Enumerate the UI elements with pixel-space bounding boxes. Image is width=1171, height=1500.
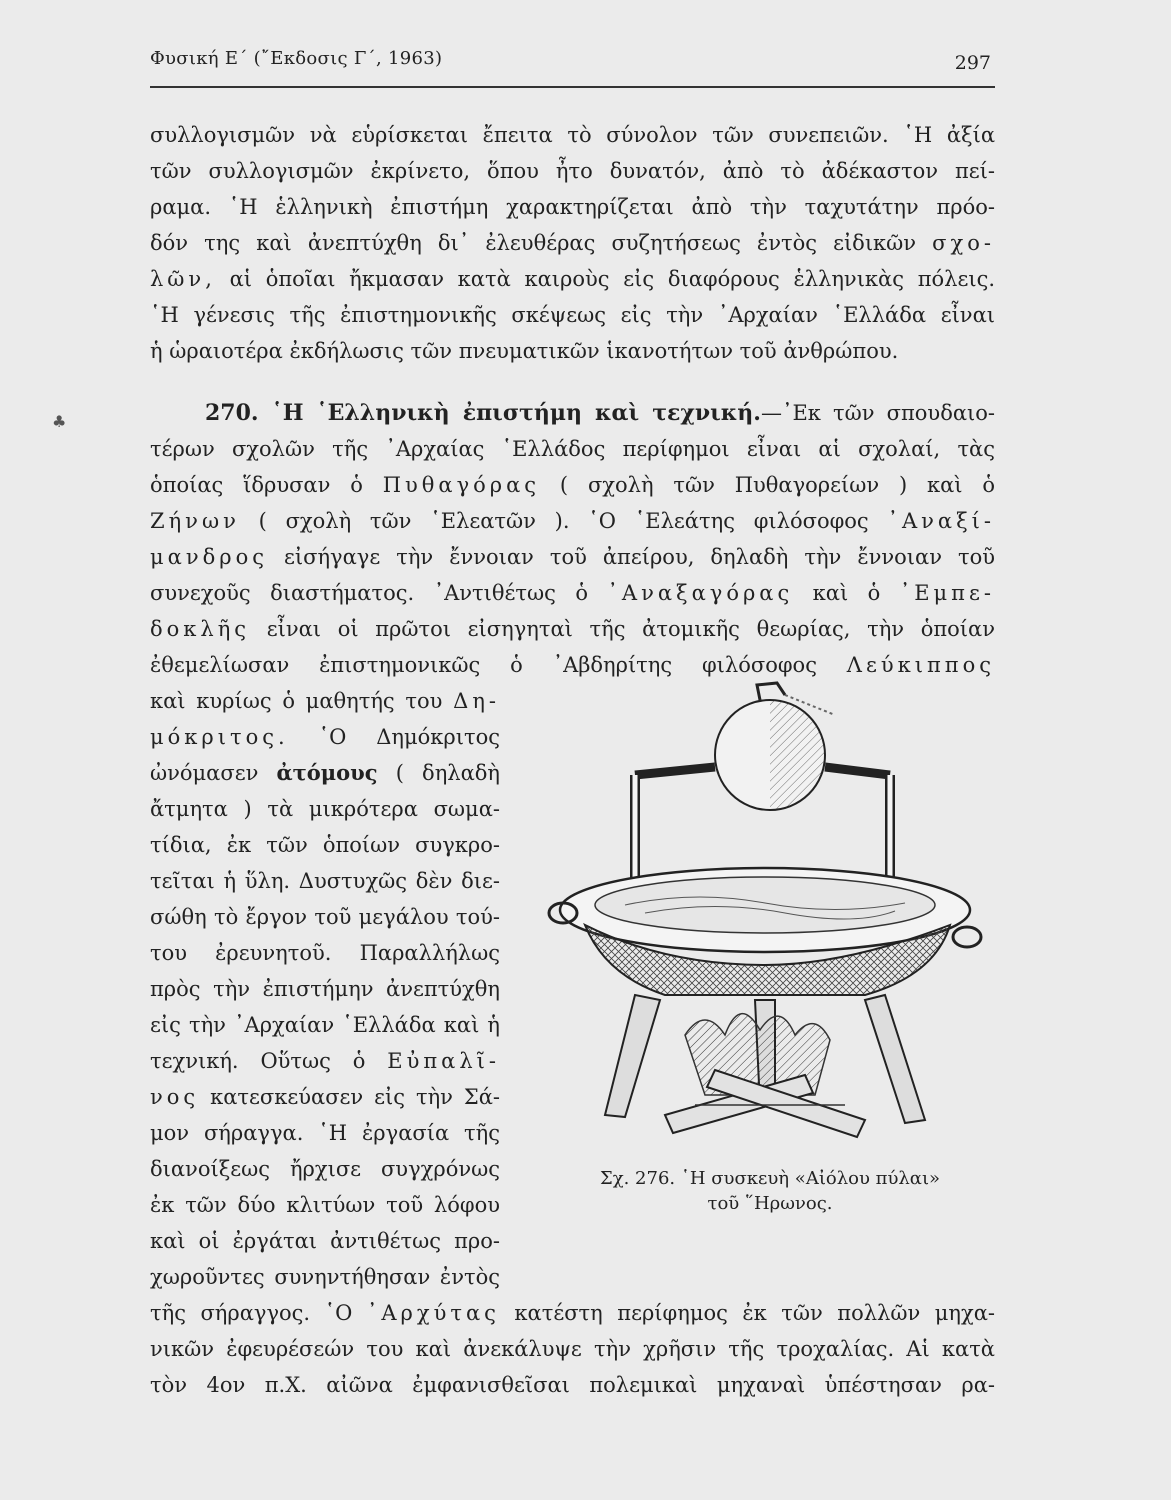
margin-mark: ♣ <box>52 412 67 431</box>
text-line: τὸν 4ον π.Χ. αἰῶνα ἐμφανισθεῖσαι πολεμικαὶ μηχαναὶ ὑπέστησαν ρα- <box>150 1373 995 1397</box>
aeolipile-illustration <box>545 675 985 1170</box>
page-number: 297 <box>954 52 991 74</box>
text-line: ἄτμητα ) τὰ μικρότερα σωμα- <box>150 797 500 821</box>
text-span: τεχνική. Οὕτως ὁ <box>150 1049 366 1073</box>
spaced-name: Ζήνων <box>150 509 240 533</box>
text-line: καὶ οἱ ἐργάται ἀντιθέτως προ- <box>150 1229 500 1253</box>
text-span: κατέστη περίφημος ἐκ τῶν πολλῶν μηχα- <box>514 1301 995 1325</box>
aeolipile-figure <box>545 675 985 1170</box>
text-line <box>150 686 500 716</box>
text-line: τεῖται ἡ ὕλη. Δυστυχῶς δὲν διε- <box>150 869 500 893</box>
spaced-name: μόκριτος. <box>150 725 289 749</box>
spaced-name: ᾿Αρχύτας <box>366 1301 500 1325</box>
text-span: ὠνόμασεν <box>150 761 259 785</box>
spaced-name: Πυθαγόρας <box>382 473 541 497</box>
text-line: μον σήραγγα. ῾Η ἐργασία τῆς <box>150 1121 500 1145</box>
text-line <box>150 470 995 500</box>
text-span: ὁποίας ἵδρυσαν ὁ <box>150 473 363 497</box>
text-span: εἶναι οἱ πρῶτοι εἰσηγηταὶ τῆς ἀτομικῆς θεωρίας, τὴν ὁποίαν <box>266 617 995 641</box>
spaced-word: λῶν, <box>150 267 216 291</box>
text-line <box>150 228 995 258</box>
text-line: ῾Η γένεσις τῆς ἐπιστημονικῆς σκέψεως εἰς τὴν ᾿Αρχαίαν ῾Ελλάδα εἶναι <box>150 303 995 327</box>
text-line: νικῶν ἐφευρέσεών του καὶ ἀνεκάλυψε τὴν χρῆσιν τῆς τροχαλίας. Αἱ κατὰ <box>150 1337 995 1361</box>
text-line: τέρων σχολῶν τῆς ᾿Αρχαίας ῾Ελλάδος περίφημοι εἶναι αἱ σχολαί, τὰς <box>150 437 995 461</box>
text-line <box>150 1298 995 1328</box>
text-span: κατεσκεύασεν εἰς τὴν Σά- <box>210 1085 500 1109</box>
text-line: πρὸς τὴν ἐπιστήμην ἀνεπτύχθη <box>150 977 500 1001</box>
spaced-name: ᾿Αναξί- <box>887 509 995 533</box>
text-span: τῆς σήραγγος. ῾Ο <box>150 1301 353 1325</box>
text-span: ( δηλαδὴ <box>395 761 500 785</box>
text-line: χωροῦντες συνηντήθησαν ἐντὸς <box>150 1265 500 1289</box>
text-line <box>150 722 500 752</box>
text-line: τῶν συλλογισμῶν ἐκρίνετο, ὅπου ἦτο δυνατόν, ἀπὸ τὸ ἀδέκαστον πεί- <box>150 159 995 183</box>
text-line <box>150 578 995 608</box>
text-span: συνεχοῦς διαστήματος. ᾿Αντιθέτως ὁ <box>150 581 588 605</box>
spaced-name: μανδρος <box>150 545 268 569</box>
section-heading-line <box>205 398 995 428</box>
text-span: ( σχολὴ τῶν ῾Ελεατῶν ). ῾Ο ῾Ελεάτης φιλόσοφος <box>258 509 869 533</box>
text-line: συλλογισμῶν νὰ εὑρίσκεται ἔπειτα τὸ σύνολον τῶν συνεπειῶν. ῾Η ἀξία <box>150 123 995 147</box>
spaced-word: σχο- <box>932 231 995 255</box>
text-span: δόν της καὶ ἀνεπτύχθη δι᾿ ἐλευθέρας συζητήσεως ἐντὸς εἰδικῶν <box>150 231 917 255</box>
text-line <box>150 1046 500 1076</box>
text-span: —᾿Εκ τῶν σπουδαιο- <box>760 401 995 425</box>
text-line <box>150 264 995 294</box>
text-line: διανοίξεως ἤρχισε συγχρόνως <box>150 1157 500 1181</box>
caption-line: Σχ. 276. ῾Η συσκευὴ «Αἰόλου πύλαι» <box>599 1168 941 1189</box>
text-span: ( σχολὴ τῶν Πυθαγορείων ) καὶ ὁ <box>559 473 996 497</box>
text-line: τίδια, ἐκ τῶν ὁποίων συγκρο- <box>150 833 500 857</box>
text-line <box>150 542 995 572</box>
text-span: ῾Ο Δημόκριτος <box>318 725 500 749</box>
page-header <box>150 40 995 88</box>
text-line <box>150 614 995 644</box>
spaced-name: νος <box>150 1085 200 1109</box>
spaced-name: Λεύκιππος <box>846 653 995 677</box>
running-title: Φυσική Ε΄ (῎Εκδοσις Γ΄, 1963) <box>150 48 443 69</box>
text-line: ἐκ τῶν δύο κλιτύων τοῦ λόφου <box>150 1193 500 1217</box>
spaced-name: δοκλῆς <box>150 617 251 641</box>
spaced-name: ᾿Αναξαγόρας <box>607 581 794 605</box>
text-span: καὶ ὁ <box>812 581 881 605</box>
bold-term: ἀτόμους <box>276 760 378 785</box>
text-line: του ἐρευνητοῦ. Παραλλήλως <box>150 941 500 965</box>
spaced-name: Δη- <box>453 689 500 713</box>
text-span: εἰσήγαγε τὴν ἔννοιαν τοῦ ἀπείρου, δηλαδὴ τὴν ἔννοιαν τοῦ <box>284 545 995 569</box>
text-line <box>150 1082 500 1112</box>
text-line: ραμα. ῾Η ἑλληνικὴ ἐπιστήμη χαρακτηρίζεται ἀπὸ τὴν ταχυτάτην πρόο- <box>150 195 995 219</box>
text-line: εἰς τὴν ᾿Αρχαίαν ῾Ελλάδα καὶ ἡ <box>150 1013 500 1037</box>
caption-line: τοῦ ῞Ηρωνος. <box>707 1193 833 1214</box>
text-line <box>150 758 500 788</box>
text-line <box>150 506 995 536</box>
text-line: σώθη τὸ ἔργον τοῦ μεγάλου τού- <box>150 905 500 929</box>
section-heading: 270. ῾Η ῾Ελληνικὴ ἐπιστήμη καὶ τεχνική. <box>205 400 761 426</box>
figure-caption <box>565 1166 975 1216</box>
text-line: ἡ ὡραιοτέρα ἐκδήλωσις τῶν πνευματικῶν ἱκανοτήτων τοῦ ἀνθρώπου. <box>150 339 899 363</box>
text-span: ἐθεμελίωσαν ἐπιστημονικῶς ὁ ᾿Αβδηρίτης φιλόσοφος <box>150 653 817 677</box>
text-span: καὶ κυρίως ὁ μαθητής του <box>150 689 443 713</box>
text-span: αἱ ὁποῖαι ἤκμασαν κατὰ καιροὺς εἰς διαφόρους ἑλληνικὰς πόλεις. <box>229 267 996 291</box>
spaced-name: ᾿Εμπε- <box>899 581 995 605</box>
spaced-name: Εὐπαλῖ- <box>387 1049 500 1073</box>
